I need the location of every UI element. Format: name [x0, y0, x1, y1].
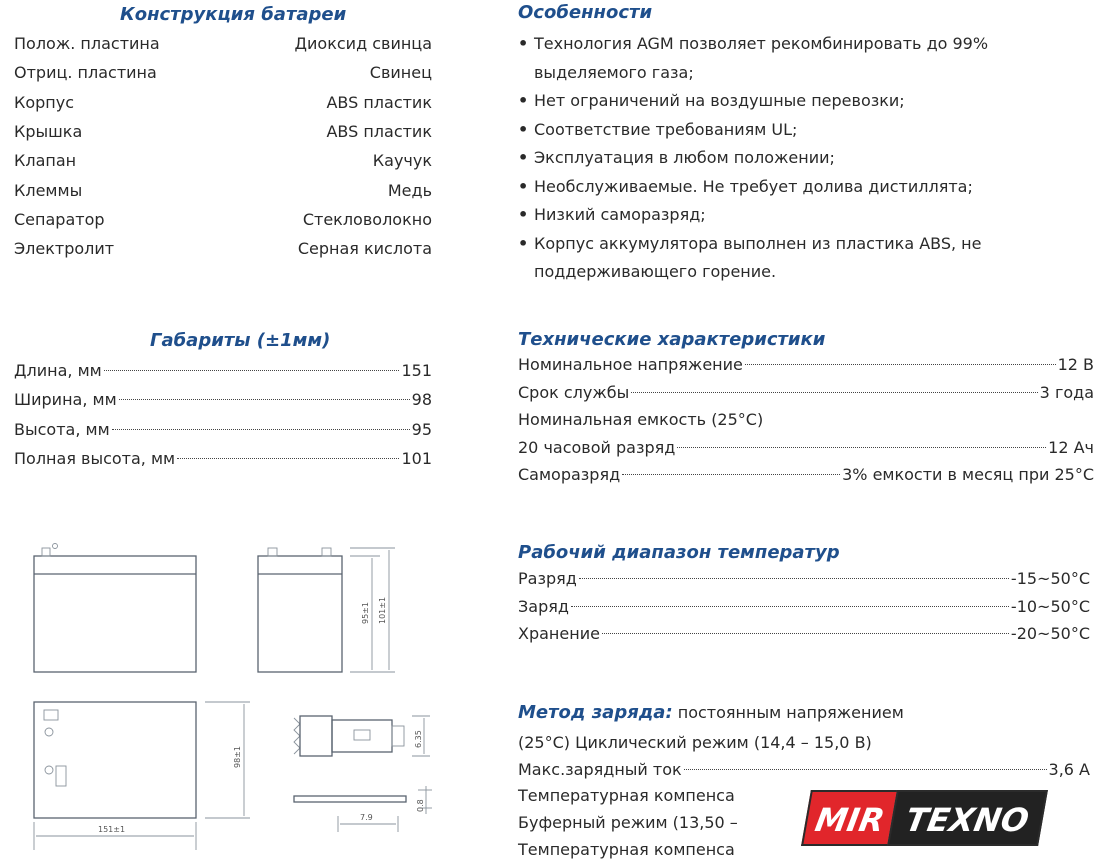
features-list: [518, 30, 1078, 287]
charge-temp-comp-line-1: Температурная компенса: [518, 786, 735, 805]
feature-item: • Низкий саморазряд;: [518, 201, 1078, 230]
construction-value: Стекловолокно: [302, 209, 432, 229]
leader-dots: [571, 606, 1009, 607]
dimension-key: Длина, мм: [14, 361, 102, 380]
dimension-row: [14, 385, 432, 414]
tech-key: Саморазряд: [518, 465, 621, 484]
charge-max-current-row: [518, 755, 1090, 784]
tech-row: [518, 460, 1094, 489]
construction-key: Сепаратор: [14, 209, 105, 229]
construction-key: Клапан: [14, 151, 77, 171]
construction-row: [14, 205, 432, 234]
terminal-thick-dim: 0.8: [416, 799, 425, 812]
logo-part-texno: TEXNO: [887, 790, 1047, 846]
tech-title: Технические характеристики: [518, 329, 826, 350]
charge-float-line: Буферный режим (13,50 –: [518, 813, 738, 832]
charge-title: Метод заряда:: [518, 702, 673, 723]
temperature-value: -15~50°С: [1010, 569, 1090, 588]
leader-dots: [119, 399, 410, 400]
battery-technical-drawing: [0, 520, 440, 866]
charge-title-rest: постоянным напряжением: [677, 703, 904, 722]
tech-row: [518, 378, 1094, 407]
top-width-dim: 98±1: [233, 746, 242, 768]
dimension-row: [14, 444, 432, 473]
tech-row: [518, 433, 1094, 462]
dimension-value: 98: [411, 390, 432, 410]
construction-value: Медь: [387, 180, 432, 200]
dimension-key: Высота, мм: [14, 419, 110, 439]
construction-title: Конструкция батареи: [120, 4, 347, 25]
temperature-key: Разряд: [518, 569, 577, 588]
top-view: [34, 702, 250, 850]
tech-row: [518, 350, 1094, 379]
charge-temp-comp-line-2: Температурная компенса: [518, 840, 735, 859]
features-title: Особенности: [518, 2, 653, 23]
dimension-key: Полная высота, мм: [14, 448, 176, 468]
construction-row: [14, 88, 432, 117]
leader-dots: [104, 370, 400, 371]
dimension-value: 101: [401, 448, 432, 468]
construction-value: Свинец: [369, 63, 432, 83]
feature-item: • Соответствие требованиям UL;: [518, 116, 1078, 145]
construction-value: Серная кислота: [297, 239, 432, 259]
construction-row: [14, 58, 432, 87]
dimensions-title: Габариты (±1мм): [150, 330, 331, 351]
construction-value: ABS пластик: [326, 92, 432, 112]
dimension-value: 151: [401, 361, 432, 380]
construction-value: Диоксид свинца: [294, 34, 432, 53]
logo-part-mir: MIR: [801, 790, 897, 846]
construction-row: [14, 146, 432, 175]
side-view: [258, 548, 395, 672]
dimension-row: [14, 356, 432, 385]
front-view: [34, 544, 196, 673]
leader-dots: [684, 769, 1047, 770]
tech-key: Номинальное напряжение: [518, 355, 743, 374]
side-height-dim: 95±1: [361, 602, 370, 624]
leader-dots: [177, 458, 399, 459]
leader-dots: [602, 633, 1009, 634]
construction-value: ABS пластик: [326, 121, 432, 141]
terminal-width-dim: 6.35: [414, 730, 423, 748]
construction-key: Отриц. пластина: [14, 63, 157, 83]
temperature-value: -20~50°С: [1010, 624, 1090, 643]
feature-item: • Корпус аккумулятора выполнен из пластика ABS, не поддерживающего горение.: [518, 230, 1078, 287]
tech-key: Номинальная емкость (25°С): [518, 410, 764, 429]
tech-value: 3% емкости в месяц при 25°С: [842, 465, 1094, 484]
leader-dots: [622, 474, 840, 475]
temperature-key: Хранение: [518, 624, 600, 643]
tech-key: 20 часовой разряд: [518, 437, 676, 457]
terminal-detail: [294, 716, 432, 832]
construction-key: Электролит: [14, 239, 115, 259]
construction-key: Клеммы: [14, 180, 83, 200]
bottom-length-dim: 151±1: [98, 825, 126, 834]
charge-cyclic-line: (25°С) Циклический режим (14,4 – 15,0 В): [518, 733, 872, 752]
construction-row: [14, 176, 432, 205]
mirtexno-logo: [801, 790, 1048, 846]
construction-key: Корпус: [14, 92, 75, 112]
dimension-row: [14, 415, 432, 444]
leader-dots: [631, 392, 1037, 393]
dimension-value: 95: [411, 419, 432, 439]
tech-value: 12 В: [1057, 355, 1094, 374]
charge-max-current-label: Макс.зарядный ток: [518, 760, 682, 779]
feature-item: • Технология AGM позволяет рекомбинировать до 99% выделяемого газа;: [518, 30, 1078, 87]
temperature-key: Заряд: [518, 596, 569, 616]
temperature-row: [518, 619, 1090, 648]
construction-key: Полож. пластина: [14, 34, 160, 53]
tech-value: 12 Ач: [1048, 437, 1094, 457]
leader-dots: [745, 364, 1056, 365]
tech-key: Срок службы: [518, 382, 630, 402]
construction-value: Каучук: [372, 151, 432, 171]
construction-key: Крышка: [14, 121, 83, 141]
temperature-row: [518, 592, 1090, 621]
temperature-row: [518, 564, 1090, 593]
tech-value: 3 года: [1039, 382, 1094, 402]
construction-row: [14, 117, 432, 146]
feature-item: • Эксплуатация в любом положении;: [518, 144, 1078, 173]
side-total-dim: 101±1: [378, 596, 387, 624]
feature-item: • Необслуживаемые. Не требует долива дистиллята;: [518, 173, 1078, 202]
temperature-title: Рабочий диапазон температур: [518, 542, 840, 563]
dimension-key: Ширина, мм: [14, 390, 117, 410]
leader-dots: [112, 429, 410, 430]
feature-item: • Нет ограничений на воздушные перевозки;: [518, 87, 1078, 116]
leader-dots: [579, 578, 1009, 579]
charge-title-line: [518, 702, 904, 723]
terminal-length-dim: 7.9: [360, 813, 373, 822]
construction-row: [14, 234, 432, 263]
tech-row: [518, 405, 1094, 434]
charge-max-current-value: 3,6 А: [1048, 760, 1090, 779]
construction-row: [14, 29, 432, 58]
temperature-value: -10~50°С: [1010, 596, 1090, 616]
leader-dots: [677, 447, 1046, 448]
